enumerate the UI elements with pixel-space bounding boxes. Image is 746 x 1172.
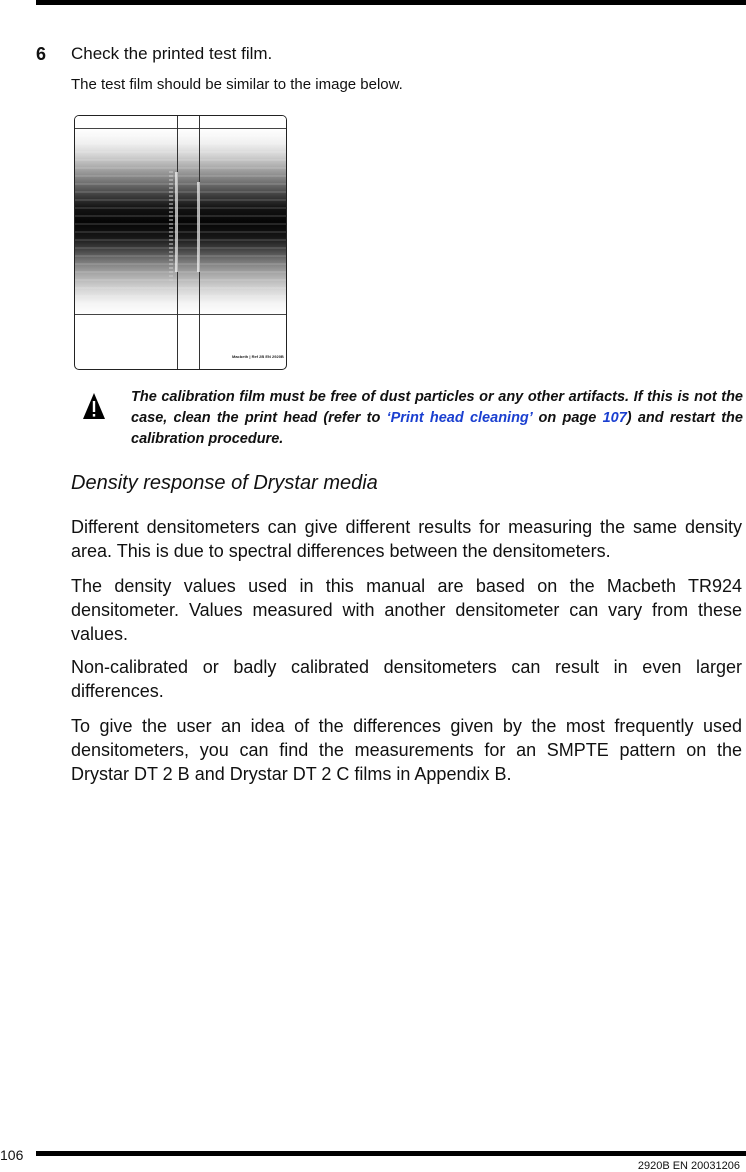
step-title: Check the printed test film. xyxy=(71,44,273,63)
step-subtitle: The test film should be similar to the image below. xyxy=(71,76,403,93)
film-density-gradient xyxy=(75,129,286,315)
section-heading: Density response of Drystar media xyxy=(71,472,378,494)
paragraph: The density values used in this manual are based on the Macbeth TR924 densitometer. Values measured with another densitometer can vary from these values. xyxy=(71,576,742,644)
film-label: Macbeth | Ref 2B EN 2920B xyxy=(232,354,284,359)
step-number: 6 xyxy=(36,44,47,64)
page-number: 106 xyxy=(0,1147,24,1163)
film-vertical-text xyxy=(169,171,173,283)
film-top-band xyxy=(75,116,286,129)
paragraph: Different densitometers can give different results for measuring the same density area. This is due to spectral differences between the densitometers. xyxy=(71,517,742,561)
warning-text: The calibration film must be free of dust particles or any other artifacts. If this is not the case, clean the print head (refer to xyxy=(131,389,743,426)
warning-text: ) and restart the calibration procedure. xyxy=(131,410,743,447)
test-film-image xyxy=(74,115,287,370)
film-marker xyxy=(197,182,200,272)
warning-icon xyxy=(82,392,106,420)
top-rule xyxy=(36,0,746,5)
paragraph: Non-calibrated or badly calibrated densitometers can result in even larger differences. xyxy=(71,657,742,701)
paragraph: To give the user an idea of the differences given by the most frequently used densitometers, you can find the measurements for an SMPTE pattern on the Drystar DT 2 B and Drystar DT 2 C films in Appendix B. xyxy=(71,716,742,784)
film-separator xyxy=(75,314,286,315)
warning-note xyxy=(131,387,743,450)
bottom-rule xyxy=(36,1151,746,1156)
print-head-cleaning-link[interactable]: ‘Print head cleaning’ xyxy=(386,410,533,426)
document-id: 2920B EN 20031206 xyxy=(637,1160,740,1172)
film-marker xyxy=(175,172,178,272)
page-reference-link[interactable]: 107 xyxy=(602,410,627,426)
warning-text: on page xyxy=(532,410,603,426)
